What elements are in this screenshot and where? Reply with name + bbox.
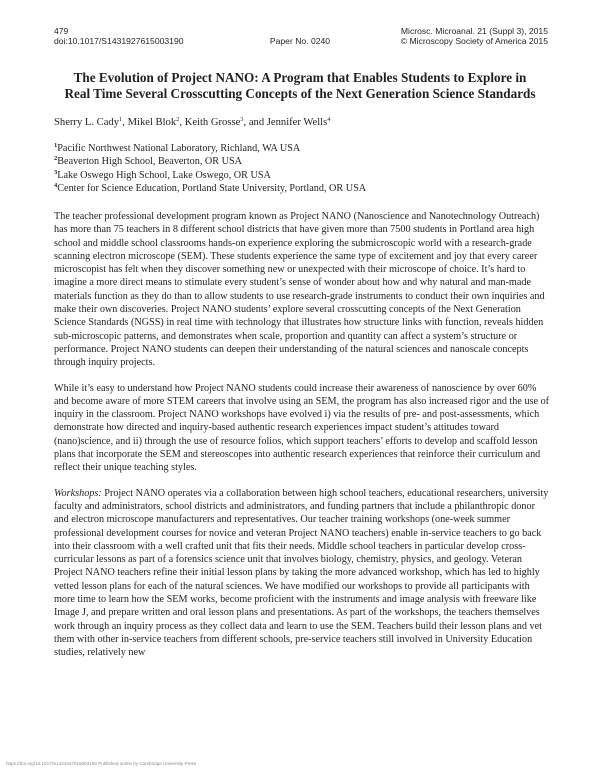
affil-sup: 2	[54, 155, 58, 163]
journal-citation: Microsc. Microanal. 21 (Suppl 3), 2015	[400, 26, 548, 36]
affil-text: Beaverton High School, Beaverton, OR USA	[57, 156, 243, 168]
affiliation	[54, 169, 366, 182]
author-affil-sup: 4	[327, 116, 331, 123]
footer-text: Published online by Cambridge University Press	[96, 761, 197, 766]
affil-text: Center for Science Education, Portland State University, Portland, OR USA	[57, 183, 367, 195]
affil-sup: 1	[54, 142, 58, 149]
affil-text: Pacific Northwest National Laboratory, Richland, WA USA	[57, 143, 301, 154]
header-right	[401, 26, 548, 46]
author-name: Jennifer Wells	[266, 117, 328, 128]
title-line-1: The Evolution of Project NANO: A Program that Enables Students to Explore in	[73, 70, 527, 85]
footer	[6, 761, 196, 766]
doi: doi:10.1017/S1431927615003190	[54, 36, 184, 46]
author-separator: ,	[122, 117, 128, 128]
paragraph-intro: The teacher professional development program known as Project NANO (Nanoscience and Nanotechnology Outreach) has more than 75 teachers in 8 different school districts that have given more than 7500 students in Portland area high school and middle school classrooms hands-on experience exploring the submicroscopic world with a research-grade scanning electron microscope (SEM). These students experience the same type of excitement and joy that every career microscopist has felt when they discover something new or unexpected with their microscope of choice. It’s hard to imagine a more direct means to stimulate every student’s sense of wonder about how and why natural and man-made materials function as they do than to allow students to use research-grade instruments to conduct their own inquiries and make their own discoveries. Project NANO students’ explore several crosscutting concepts of the Next Generation Science Standards (NGSS) in real time with technology that illustrates how structure links with function, reveals hidden sub-microscopic patterns, and demonstrates when scale, proportion and quantity can affect a system’s structure or performance. Project NANO students can deepen their understanding of the natural sciences and nanoscale concepts through inquiry projects.	[54, 211, 545, 369]
affiliation	[54, 142, 366, 155]
author-name: Mikel Blok	[127, 117, 177, 128]
body-text	[54, 210, 551, 672]
workshops-lead: Workshops:	[54, 487, 102, 499]
workshops-text: Project NANO operates via a collaboration between high school teachers, educational researchers, university faculty and administrators, school districts and administrators, and funding partners that include a philanthropic donor and electron microscope manufacturers and representatives. Our teacher training workshops (one-week summer professional development courses for novice and veteran Project NANO teachers) enable in-service teachers to go back into their classroom with a well crafted unit that fits their needs. Middle school teachers in particular develop cross-curricular lessons as part of a forensics science unit that involves biology, chemistry, physics, and geology. Veteran Project NANO teachers refine their initial lesson plans by taking the more advanced workshop, which has led to highly vetted lesson plans for each of the natural sciences. We have modified our workshops to provide all participants with more time to learn how the SEM works, become proficient with the instruments and image analysis with freeware like Image J, and prepare written and oral lesson plans and presentations. As part of the workshops, the teachers themselves work through an inquiry process as they collect data and learn to use the SEM. Teachers build their lesson plans and vet them with other in-service teachers from different schools, pre-service teachers still involved in University Education studies, relatively new	[54, 487, 549, 659]
title-line-2: Real Time Several Crosscutting Concepts of the Next Generation Science Standards	[64, 86, 536, 101]
copyright: © Microscopy Society of America 2015	[400, 36, 548, 46]
author-name: Sherry L. Cady	[54, 117, 120, 128]
paragraph-workshops	[54, 487, 551, 660]
author-affil-sup: 3	[240, 116, 244, 123]
paragraph-outcomes: While it’s easy to understand how Project NANO students could increase their awareness of nanoscience by over 60% and become aware of more STEM careers that involve using an SEM, the program has also increased rigor and the use of inquiry in the classroom. Project NANO workshops have evolved i) via the results of pre- and post-assessments, which demonstrate how directed and inquiry-based authentic research experiences impact student’s attitudes toward (nano)science, and ii) through the use of resource folios, which support teachers’ efforts to develop and scaffold lesson plans that incorporate the SEM and stereoscopes into authentic research experiences that reinforce their curriculum and reflect their unique teaching styles.	[54, 382, 550, 474]
paper-number: Paper No. 0240	[269, 36, 331, 46]
footer-doi-link[interactable]: https://doi.org/10.1017/S1431927615003190	[6, 761, 97, 766]
affiliation-list	[54, 142, 366, 196]
affiliation	[54, 155, 366, 168]
author-separator: ,	[179, 117, 185, 128]
affil-sup: 4	[54, 182, 58, 190]
author-list	[54, 116, 331, 129]
author-separator: , and	[243, 117, 267, 128]
affil-sup: 3	[54, 168, 58, 176]
page-number: 479	[54, 26, 69, 36]
affil-text: Lake Oswego High School, Lake Oswego, OR USA	[57, 169, 271, 181]
paper-title	[40, 70, 560, 102]
author-affil-sup: 2	[176, 116, 180, 123]
author-name: Keith Grosse	[184, 117, 241, 128]
author-affil-sup: 1	[119, 116, 123, 123]
affiliation	[54, 182, 366, 195]
